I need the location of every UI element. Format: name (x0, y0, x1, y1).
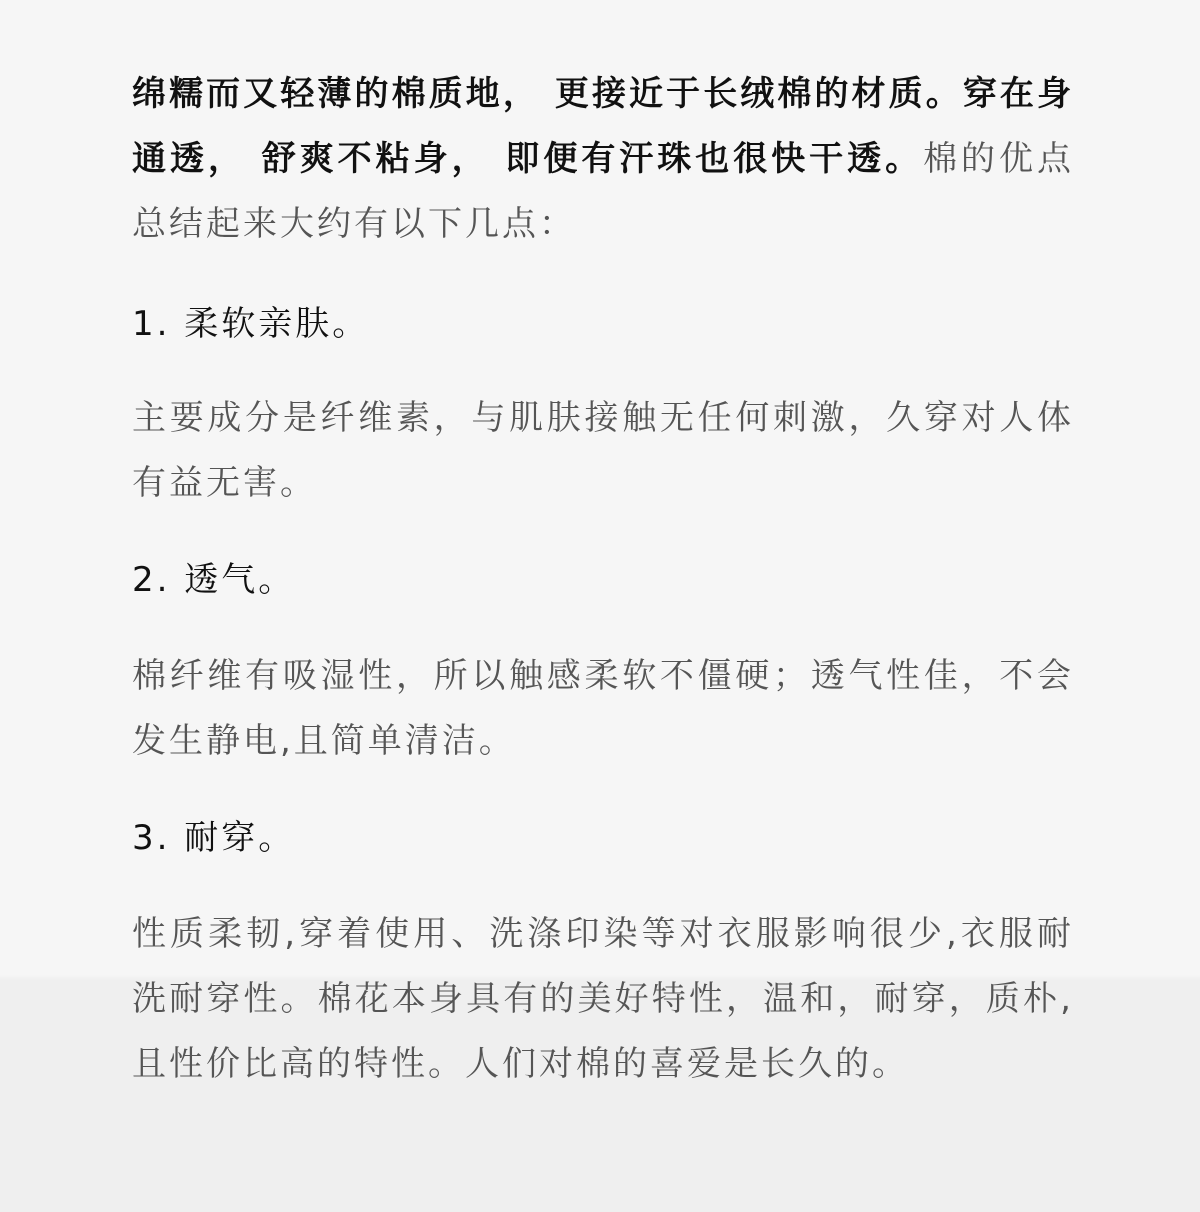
section-body-softness: 主要成分是纤维素，与肌肤接触无任何刺激，久穿对人体有益无害。 (132, 398, 1074, 503)
section-body-breathable: 棉纤维有吸湿性，所以触感柔软不僵硬；透气性佳，不会发生静电,且简单清洁。 (132, 656, 1074, 761)
section-heading-softness: 1. 柔软亲肤。 (132, 304, 370, 344)
section-body-durable: 性质柔韧,穿着使用、洗涤印染等对衣服影响很少,衣服耐洗耐穿性。棉花本身具有的美好特性，温和，耐穿，质朴,且性价比高的特性。人们对棉的喜爱是长久的。 (132, 914, 1074, 1084)
section-heading-breathable: 2. 透气。 (132, 560, 296, 600)
intro-bold-text: 绵糯而又轻薄的棉质地， 更接近于长绒棉的材质。穿在身通透， 舒爽不粘身， 即便有汗珠也很快干透。 (132, 74, 1074, 179)
section-heading-durable: 3. 耐穿。 (132, 818, 296, 858)
intro-paragraph (132, 62, 1074, 257)
intro-normal-text: 棉的优点总结起来大约有以下几点： (132, 139, 1074, 244)
